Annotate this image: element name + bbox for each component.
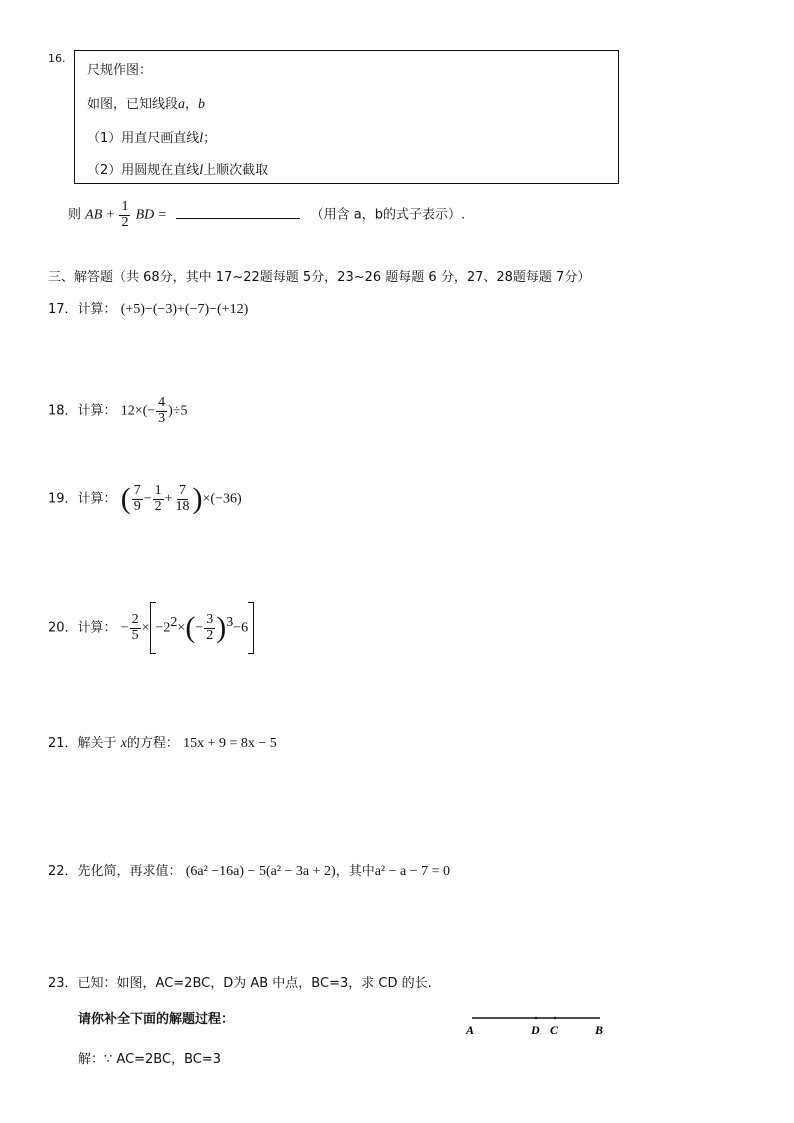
q19: 19．计算： ( $\frac{7}{9}$ − $\frac{1}{2}$ + $\frac{7}{18}$ )×(−36)	[48, 482, 242, 516]
section3-heading: 三、解答题（共 68分，其中 17~22题每题 5分，23~26 题每题 6 分，27、28题每题 7分）	[48, 270, 591, 285]
q23-text: 23．已知：如图，AC=2BC，D为 AB 中点，BC=3，求 CD 的长.	[48, 976, 432, 991]
q16-answer-blank[interactable]	[176, 218, 300, 219]
q16-answer-line: 则 AB + $\frac{1}{2}$ BD = （用含 a，b的式子表示）.	[68, 199, 466, 230]
q18: 18．计算： 12×(− $\frac{4}{3}$ )÷5	[48, 395, 188, 426]
q23-segment-diagram	[460, 1010, 610, 1040]
q21: 21．解关于 x的方程： 15x + 9 = 8x − 5	[48, 736, 277, 751]
q23-solution: 解：∵ AC=2BC，BC=3	[78, 1052, 222, 1067]
q16-line-3: （1）用直尺画直线l；	[87, 131, 217, 146]
q16-line-1: 尺规作图：	[87, 63, 153, 78]
q23-prompt: 请你补全下面的解题过程：	[78, 1012, 235, 1027]
q22: 22．先化简，再求值： (6a² −16a) − 5(a² − 3a + 2)，其中a² − a − 7 = 0	[48, 864, 451, 879]
q16-box	[74, 50, 619, 184]
q16-number: 16.	[48, 52, 66, 65]
q20: 20．计算： − $\frac{2}{5}$ × $-2^2\times(-$ $\frac{3}{2}$ )$^3$−6	[48, 602, 254, 654]
point-a-label: A	[466, 1023, 475, 1037]
q16-line-4: （2）用圆规在直线l上顺次截取	[87, 163, 269, 178]
point-b-label: B	[595, 1023, 604, 1037]
q17: 17．计算： (+5)−(−3)+(−7)−(+12)	[48, 302, 249, 317]
point-c-label: C	[550, 1023, 559, 1037]
point-d-label: D	[531, 1023, 540, 1037]
q16-line-2: 如图，已知线段a，b	[87, 97, 206, 112]
